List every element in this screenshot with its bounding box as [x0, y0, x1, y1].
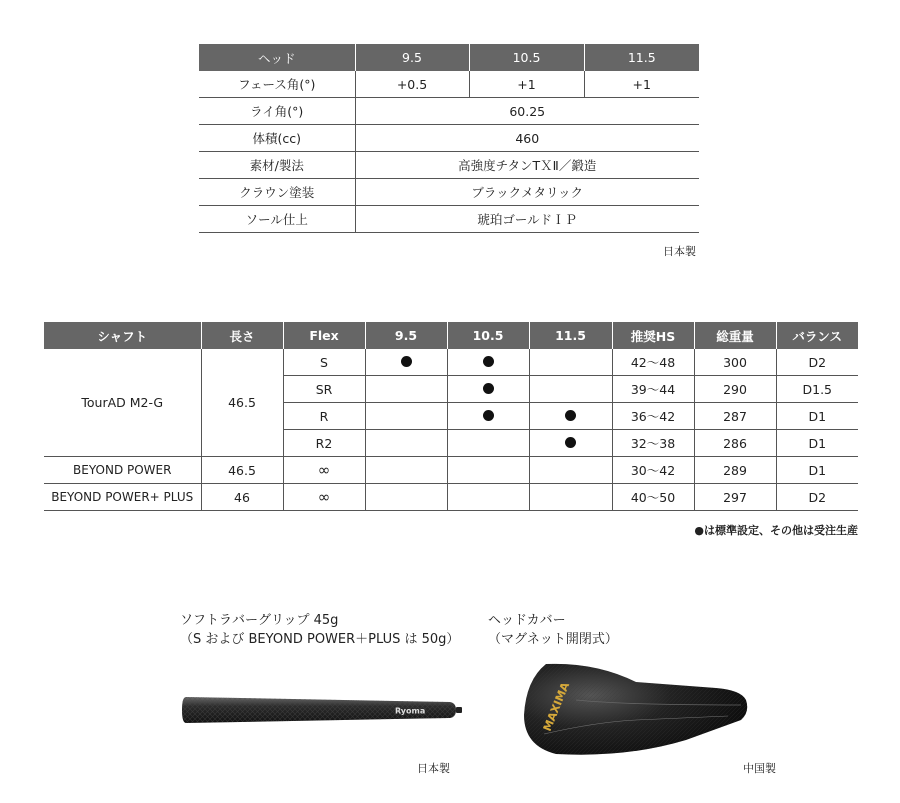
empty-cell — [529, 376, 612, 403]
balance-value: D1 — [776, 457, 858, 484]
header-loft-11-5: 11.5 — [584, 44, 699, 71]
table-row — [199, 71, 699, 98]
cell-value: 60.25 — [355, 98, 699, 125]
shaft-spec-table — [44, 322, 858, 511]
table-row — [44, 484, 858, 511]
head-table-header — [199, 44, 699, 71]
shaft-name: BEYOND POWER+ PLUS — [44, 484, 201, 511]
shaft-length: 46.5 — [201, 349, 283, 457]
standard-dot-cell — [365, 349, 447, 376]
table-row — [199, 125, 699, 152]
weight-value: 286 — [694, 430, 776, 457]
standard-setting-dot — [401, 356, 412, 367]
headcover-caption — [488, 611, 618, 649]
headcover-image — [516, 660, 752, 758]
row-label: ライ角(°) — [199, 98, 355, 125]
empty-cell — [365, 403, 447, 430]
balance-value: D2 — [776, 349, 858, 376]
weight-value: 297 — [694, 484, 776, 511]
header-shaft: シャフト — [44, 322, 201, 349]
table-row — [44, 349, 858, 376]
hs-value: 36〜42 — [612, 403, 694, 430]
table-row — [199, 152, 699, 179]
grip-origin-label: 日本製 — [417, 762, 450, 775]
hs-value: 40〜50 — [612, 484, 694, 511]
head-spec-table — [199, 44, 699, 233]
standard-dot-cell — [529, 403, 612, 430]
cell-value: +1 — [584, 71, 699, 98]
standard-dot-cell — [447, 403, 529, 430]
empty-cell — [529, 349, 612, 376]
flex-value: SR — [283, 376, 365, 403]
table-row — [199, 206, 699, 233]
flex-value: S — [283, 349, 365, 376]
cell-value: 460 — [355, 125, 699, 152]
empty-cell — [529, 457, 612, 484]
headcover-caption-line1: ヘッドカバー — [488, 613, 566, 628]
empty-cell — [447, 430, 529, 457]
weight-value: 290 — [694, 376, 776, 403]
grip-caption — [180, 611, 459, 649]
balance-value: D1.5 — [776, 376, 858, 403]
empty-cell — [365, 376, 447, 403]
standard-dot-cell — [447, 376, 529, 403]
table-row — [44, 457, 858, 484]
headcover-brand-text: MAXIMA — [540, 680, 573, 734]
shaft-table-header — [44, 322, 858, 349]
cell-value: +0.5 — [355, 71, 469, 98]
row-label: 体積(cc) — [199, 125, 355, 152]
flex-value: R2 — [283, 430, 365, 457]
grip-brand-text: Ryoma — [395, 706, 426, 716]
header-loft-11-5: 11.5 — [529, 322, 612, 349]
shaft-name: BEYOND POWER — [44, 457, 201, 484]
hs-value: 32〜38 — [612, 430, 694, 457]
headcover-caption-line2: （マグネット開閉式） — [488, 632, 618, 647]
cell-value: ブラックメタリック — [355, 179, 699, 206]
weight-value: 287 — [694, 403, 776, 430]
header-recommended-hs: 推奨HS — [612, 322, 694, 349]
weight-value: 289 — [694, 457, 776, 484]
empty-cell — [529, 484, 612, 511]
standard-setting-dot — [483, 356, 494, 367]
balance-value: D1 — [776, 430, 858, 457]
grip-caption-line1: ソフトラバーグリップ 45g — [180, 613, 339, 628]
grip-caption-line2: （S および BEYOND POWER＋PLUS は 50g） — [180, 632, 460, 647]
row-label: 素材/製法 — [199, 152, 355, 179]
hs-value: 30〜42 — [612, 457, 694, 484]
empty-cell — [365, 484, 447, 511]
row-label: フェース角(°) — [199, 71, 355, 98]
empty-cell — [365, 457, 447, 484]
flex-value: ∞ — [283, 484, 365, 511]
header-flex: Flex — [283, 322, 365, 349]
shaft-length: 46 — [201, 484, 283, 511]
empty-cell — [447, 457, 529, 484]
empty-cell — [365, 430, 447, 457]
hs-value: 39〜44 — [612, 376, 694, 403]
balance-value: D1 — [776, 403, 858, 430]
header-loft-10-5: 10.5 — [447, 322, 529, 349]
grip-image — [180, 694, 465, 728]
empty-cell — [447, 484, 529, 511]
header-loft-9-5: 9.5 — [355, 44, 469, 71]
header-balance: バランス — [776, 322, 858, 349]
table-row — [199, 179, 699, 206]
header-length: 長さ — [201, 322, 283, 349]
shaft-length: 46.5 — [201, 457, 283, 484]
row-label: クラウン塗装 — [199, 179, 355, 206]
cell-value: 琥珀ゴールドＩＰ — [355, 206, 699, 233]
standard-setting-dot — [483, 383, 494, 394]
header-head: ヘッド — [199, 44, 355, 71]
weight-value: 300 — [694, 349, 776, 376]
headcover-origin-label: 中国製 — [743, 762, 776, 775]
table-row — [199, 98, 699, 125]
flex-value: ∞ — [283, 457, 365, 484]
standard-setting-note: ●は標準設定、その他は受注生産 — [694, 524, 858, 537]
standard-dot-cell — [447, 349, 529, 376]
standard-dot-cell — [529, 430, 612, 457]
standard-setting-dot — [565, 410, 576, 421]
cell-value: 高強度チタンTＸⅡ／鍛造 — [355, 152, 699, 179]
header-loft-10-5: 10.5 — [469, 44, 584, 71]
flex-value: R — [283, 403, 365, 430]
standard-setting-dot — [565, 437, 576, 448]
hs-value: 42〜48 — [612, 349, 694, 376]
cell-value: +1 — [469, 71, 584, 98]
head-origin-label: 日本製 — [663, 245, 696, 258]
header-total-weight: 総重量 — [694, 322, 776, 349]
balance-value: D2 — [776, 484, 858, 511]
shaft-name: TourAD M2-G — [44, 349, 201, 457]
header-loft-9-5: 9.5 — [365, 322, 447, 349]
row-label: ソール仕上 — [199, 206, 355, 233]
standard-setting-dot — [483, 410, 494, 421]
